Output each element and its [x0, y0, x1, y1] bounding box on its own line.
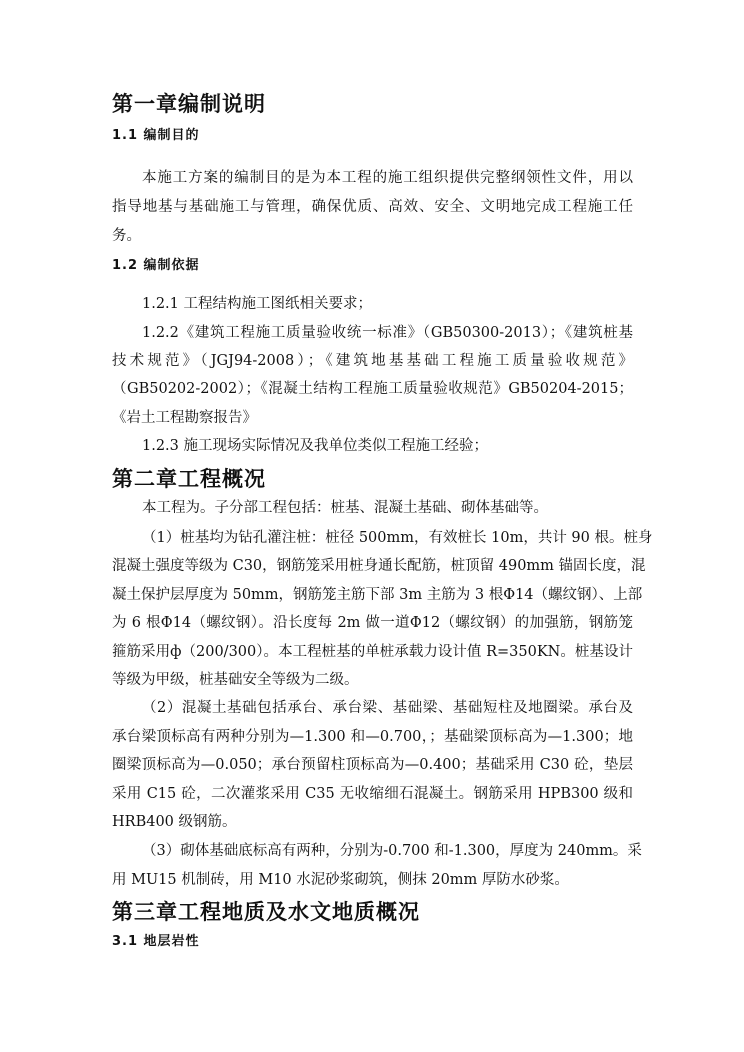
text-line: 混凝土强度等级为 C30，钢筋笼采用桩身通长配筋，桩顶留 490mm 锚固长度，混 — [112, 558, 646, 575]
text-line: 等级为甲级，桩基础安全等级为二级。 — [112, 672, 359, 688]
text-line: 用 MU15 机制砖，用 M10 水泥砂浆砌筑，侧抹 20mm 厚防水砂浆。 — [112, 871, 569, 888]
text-line: （GB50202-2002）；《混凝土结构工程施工质量验收规范》GB50204-2015； — [112, 381, 633, 398]
section-1-2-heading: 1.2 编制依据 — [112, 258, 200, 273]
text-line: （3）砌体基础底标高有两种，分别为-0.700 和-1.300，厚度为 240mm。采 — [142, 843, 642, 859]
text-line: 承台梁顶标高有两种分别为—1.300 和—0.700，；基础梁顶标高为—1.300；地 — [112, 728, 633, 745]
text-line: 圈梁顶标高为—0.050；承台预留柱顶标高为—0.400；基础采用 C30 砼，垫层 — [112, 757, 633, 774]
text-line: 凝土保护层厚度为 50mm，钢筋笼主筋下部 3m 主筋为 3 根Φ14（螺纹钢）、上部 — [112, 586, 643, 603]
text-line: （2）混凝土基础包括承台、承台梁、基础梁、基础短柱及地圈梁。承台及 — [142, 700, 633, 716]
text-line: 1.2.3 施工现场实际情况及我单位类似工程施工经验； — [142, 438, 489, 454]
text-line: 采用 C15 砼，二次灌浆采用 C35 无收缩细石混凝土。钢筋采用 HPB300 级和 — [112, 785, 633, 802]
text-line: 本施工方案的编制目的是为本工程的施工组织提供完整纲领性文件，用以 — [142, 170, 633, 186]
chapter-3-title: 第三章工程地质及水文地质概况 — [112, 900, 420, 924]
text-line: 1.2.2《建筑工程施工质量验收统一标准》（GB50300-2013）；《建筑桩基 — [142, 325, 633, 341]
text-line: （1）桩基均为钻孔灌注桩：桩径 500mm，有效桩长 10m，共计 90 根。桩身 — [142, 530, 653, 546]
text-line: 《岩土工程勘察报告》 — [112, 409, 257, 426]
text-line: 务。 — [112, 228, 141, 244]
text-line: 为 6 根Φ14（螺纹钢）。沿长度每 2m 做一道Φ12（螺纹钢）的加强筋，钢筋笼 — [112, 615, 633, 632]
text-line: 箍筋采用ф（200/300）。本工程桩基的单桩承载力设计值 R=350KN。桩基设计 — [112, 643, 633, 660]
section-3-1-heading: 3.1 地层岩性 — [112, 934, 200, 949]
text-line: 指导地基与基础施工与管理，确保优质、高效、安全、文明地完成工程施工任 — [112, 199, 633, 215]
text-line: 本工程为。子分部工程包括：桩基、混凝土基础、砌体基础等。 — [142, 500, 548, 516]
chapter-1-title: 第一章编制说明 — [112, 92, 266, 116]
chapter-2-title: 第二章工程概况 — [112, 467, 266, 491]
text-line: 技术规范》（JGJ94-2008）；《建筑地基基础工程施工质量验收规范》 — [112, 353, 633, 370]
section-1-1-heading: 1.1 编制目的 — [112, 128, 200, 143]
text-line: HRB400 级钢筋。 — [112, 814, 237, 831]
text-line: 1.2.1 工程结构施工图纸相关要求； — [142, 296, 373, 312]
